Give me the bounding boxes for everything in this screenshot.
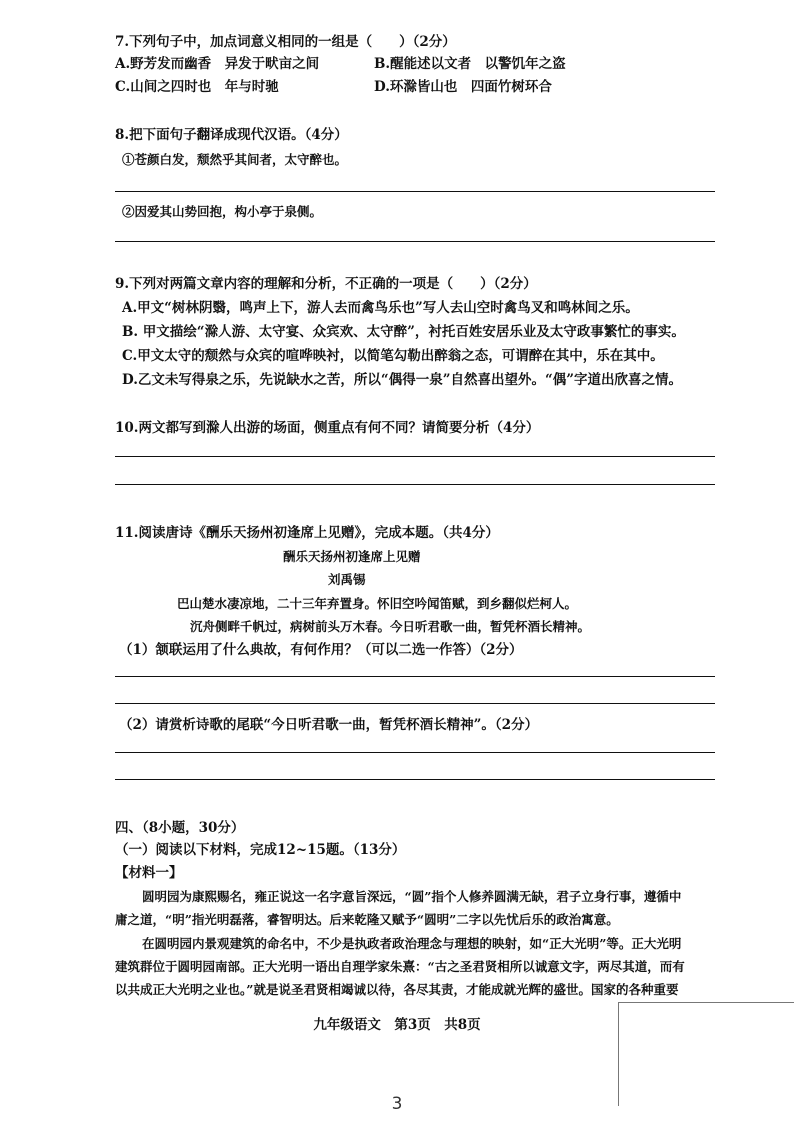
q11-sub-question-1: （1）颔联运用了什么典故，有何作用？（可以二选一作答）（2分） [119, 642, 523, 658]
material-1-text: 圆明园为康熙赐名，雍正说这一名字意旨深远，“圆”指个人修养圆满无缺，君子立身行事，遵循中 [142, 889, 682, 904]
answer-line [115, 191, 715, 192]
answer-line [115, 456, 715, 457]
page-number: 3 [391, 1094, 403, 1114]
answer-line [115, 241, 715, 242]
section-4-part-1: （一）阅读以下材料，完成12~15题。（13分） [115, 842, 406, 858]
q9-stem: 9.下列对两篇文章内容的理解和分析，不正确的一项是（ ）（2分） [115, 276, 537, 292]
q9-option-b: B. 甲文描绘“滁人游、太守宴、众宾欢、太守醉”，衬托百姓安居乐业及太守政事繁忙的事实。 [122, 324, 685, 340]
q10-stem: 10.两文都写到滁人出游的场面，侧重点有何不同？请简要分析（4分） [115, 420, 540, 436]
material-1-label: 【材料一】 [115, 865, 183, 881]
material-1-text: 建筑群位于圆明园南部。正大光明一语出自理学家朱熹：“古之圣君贤相所以诚意文字，两尽其道，而有 [115, 959, 685, 974]
q7-option-c: C.山间之四时也 年与时驰 [115, 79, 279, 95]
q9-option-d: D.乙文未写得泉之乐，先说缺水之苦，所以“偶得一泉”自然喜出望外。“偶”字道出欣喜之情。 [122, 372, 682, 388]
material-1-text: 庸之道，“明”指光明磊落，睿智明达。后来乾隆又赋予“圆明”二字以先忧后乐的政治寓意。 [115, 912, 619, 927]
q8-sentence-1: ①苍颜白发，颓然乎其间者，太守醉也。 [122, 152, 348, 167]
section-4-heading: 四、（8小题，30分） [115, 820, 245, 836]
q9-option-a: A.甲文“树林阴翳，鸣声上下，游人去而禽鸟乐也”写人去山空时禽鸟叉和鸣林间之乐。 [122, 300, 639, 316]
q7-stem: 7.下列句子中，加点词意义相同的一组是（ ）（2分） [115, 34, 456, 50]
poem-line-1: 巴山楚水凄凉地，二十三年弃置身。怀旧空吟闻笛赋，到乡翻似烂柯人。 [177, 596, 578, 611]
poem-line-2: 沉舟侧畔千帆过，病树前头万木春。今日听君歌一曲，暂凭杯酒长精神。 [190, 619, 591, 634]
corner-box-border [618, 1002, 619, 1106]
q8-sentence-2: ②因爱其山势回抱，构小亭于泉侧。 [122, 204, 323, 219]
q8-stem: 8.把下面句子翻译成现代汉语。（4分） [115, 127, 348, 143]
page-footer: 九年级语文 第3页 共8页 [313, 1017, 481, 1033]
q9-option-c: C.甲文太守的颓然与众宾的喧哗映衬，以简笔勾勒出醉翁之态，可谓醉在其中，乐在其中。 [122, 348, 664, 364]
answer-line [115, 676, 715, 677]
q7-option-a: A.野芳发而幽香 异发于畎亩之间 [115, 56, 320, 72]
corner-box-border [618, 1002, 794, 1003]
answer-line [115, 484, 715, 485]
q11-stem: 11.阅读唐诗《酬乐天扬州初逢席上见赠》，完成本题。（共4分） [115, 525, 499, 541]
answer-line [115, 752, 715, 753]
q11-sub-question-2: （2）请赏析诗歌的尾联“今日听君歌一曲，暂凭杯酒长精神”。（2分） [119, 717, 539, 733]
q7-option-b: B.醒能述以文者 以警饥年之盗 [374, 56, 566, 72]
poem-title: 酬乐天扬州初逢席上见赠 [283, 549, 421, 564]
answer-line [115, 779, 715, 780]
poem-author: 刘禹锡 [328, 572, 366, 587]
q7-option-d: D.环滁皆山也 四面竹树环合 [374, 79, 552, 95]
material-1-text: 以共成正大光明之业也。”就是说圣君贤相竭诚以待，各尽其责，才能成就光辉的盛世。国家的各种重要 [115, 982, 679, 997]
material-1-text: 在圆明园内景观建筑的命名中，不少是执政者政治理念与理想的映射，如“正大光明”等。正大光明 [142, 936, 682, 951]
answer-line [115, 703, 715, 704]
